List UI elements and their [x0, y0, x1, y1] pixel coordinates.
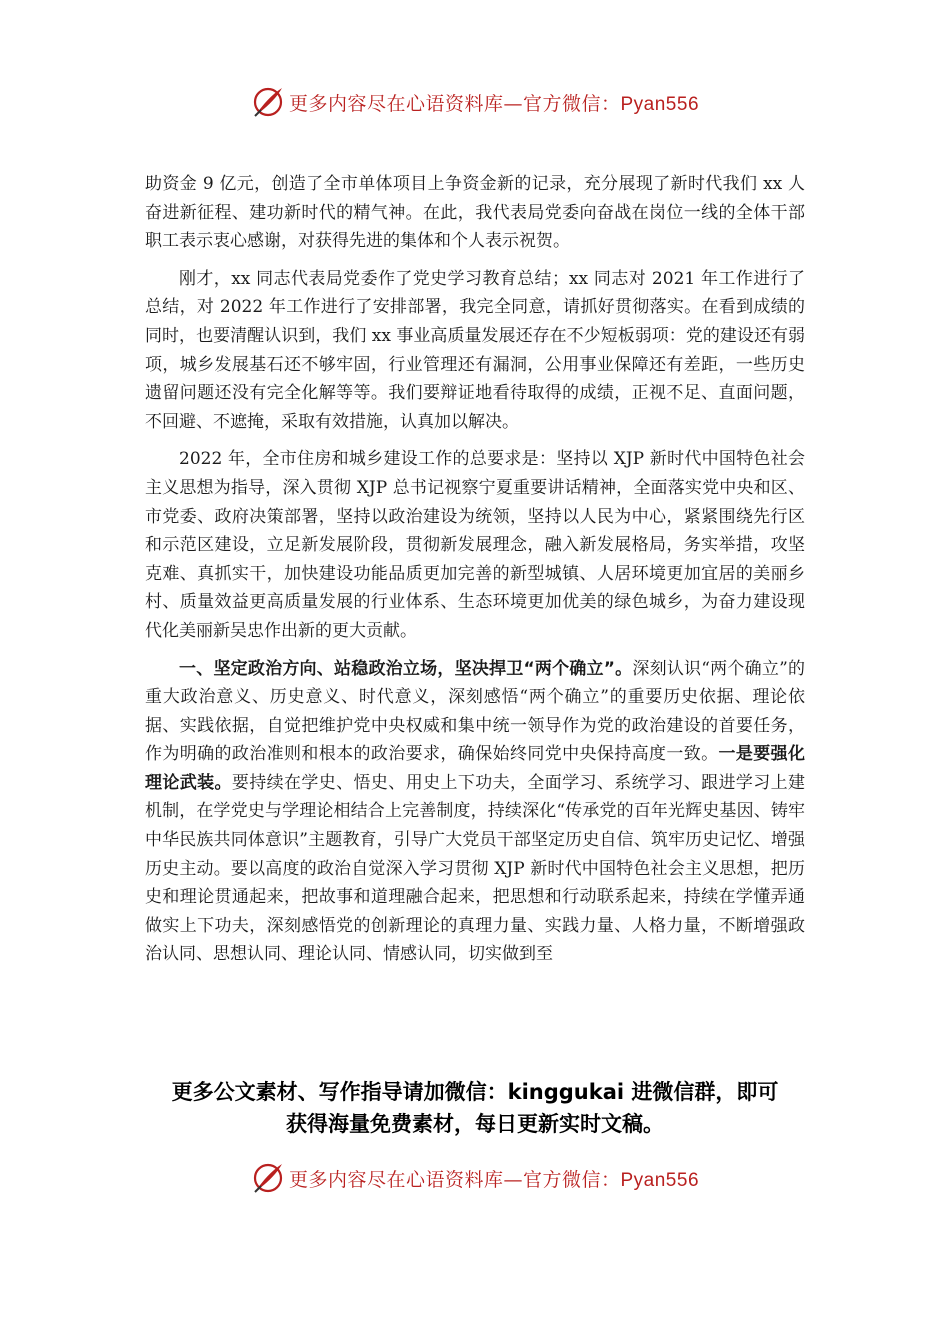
- promo-line-1: 更多公文素材、写作指导请加微信：kinggukai 进微信群，即可: [171, 1080, 779, 1104]
- footer-banner: [0, 1158, 950, 1198]
- paragraph-4: [145, 655, 805, 970]
- section-heading: 一、坚定政治方向、站稳政治立场，坚决捍卫“两个确立”。: [179, 658, 633, 679]
- paragraph-1: 助资金 9 亿元，创造了全市单体项目上争资金新的记录，充分展现了新时代我们 xx 人奋进新征程、建功新时代的精气神。在此，我代表局党委向奋战在岗位一线的全体干部职工表示衷心感谢，对获得先进的集体和个人表示祝贺。: [145, 174, 805, 252]
- banner-text: 更多内容尽在心语资料库—官方微信：Pyan556: [288, 1168, 700, 1191]
- banner-wechat-id: Pyan556: [620, 93, 700, 115]
- banner-text: 更多内容尽在心语资料库—官方微信：Pyan556: [288, 92, 700, 115]
- quill-pen-logo-icon: [251, 1161, 285, 1195]
- quill-pen-logo-icon: [251, 85, 285, 119]
- header-banner: [0, 82, 950, 122]
- banner-wechat-id: Pyan556: [620, 1169, 700, 1191]
- promo-line-2: 获得海量免费素材，每日更新实时文稿。: [286, 1112, 664, 1136]
- paragraph-4-text-b: 要持续在学史、悟史、用史上下功夫，全面学习、系统学习、跟进学习上建机制，在学党史与学理论相结合上完善制度，持续深化“传承党的百年光辉史基因、铸牢中华民族共同体意识”主题教育，引导广大党员干部坚定历史自信、筑牢历史记忆、增强历史主动。要以高度的政治自觉深入学习贯彻 XJP 新时代中国特色社会主义思想，把历史和理论贯通起来，把故事和道理融合起来，把思想和行动联系起来，持续在学懂弄通做实上下功夫，深刻感悟党的创新理论的真理力量、实践力量、人格力量，不断增强政治认同、思想认同、理论认同、情感认同，切实做到至: [145, 772, 806, 965]
- paragraph-4-text-a: 深刻认识“两个确立”的重大政治意义、历史意义、时代意义，深刻感悟“两个确立”的重要历史依据、理论依据、实践依据，自觉把维护党中央权威和集中统一领导作为党的政治建设的首要任务，作为明确的政治准则和根本的政治要求，确保始终同党中央保持高度一致。: [145, 658, 805, 765]
- promo-notice: [0, 1076, 950, 1140]
- paragraph-3: 2022 年，全市住房和城乡建设工作的总要求是：坚持以 XJP 新时代中国特色社会主义思想为指导，深入贯彻 XJP 总书记视察宁夏重要讲话精神，全面落实党中央和区、市党委、政府决策部署，坚持以政治建设为统领，坚持以人民为中心，紧紧围绕先行区和示范区建设，立足新发展阶段，贯彻新发展理念，融入新发展格局，务实举措，攻坚克难、真抓实干，加快建设功能品质更加完善的新型城镇、人居环境更加宜居的美丽乡村、质量效益更高质量发展的行业体系、生态环境更加优美的绿色城乡，为奋力建设现代化美丽新吴忠作出新的更大贡献。: [145, 449, 805, 641]
- paragraph-2: 刚才，xx 同志代表局党委作了党史学习教育总结；xx 同志对 2021 年工作进行了总结，对 2022 年工作进行了安排部署，我完全同意，请抓好贯彻落实。在看到成绩的同时，也要清醒认识到，我们 xx 事业高质量发展还存在不少短板弱项：党的建设还有弱项，城乡发展基石还不够牢固，行业管理还有漏洞，公用事业保障还有差距，一些历史遗留问题还没有完全化解等等。我们要辩证地看待取得的成绩，正视不足、直面问题，不回避、不遮掩，采取有效措施，认真加以解决。: [145, 268, 805, 432]
- subsection-heading: 一是要强化理论武装。: [145, 744, 806, 793]
- document-body: [145, 170, 805, 978]
